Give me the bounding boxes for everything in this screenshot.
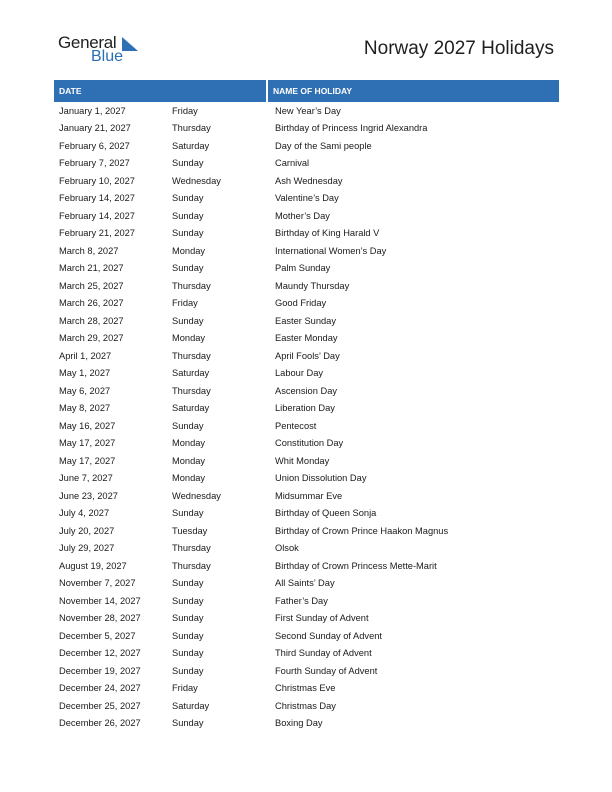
header-date: DATE [59, 86, 82, 96]
table-row [54, 365, 559, 383]
row-date: November 7, 2027 [59, 578, 136, 589]
row-weekday: Sunday [172, 595, 204, 606]
row-holiday-name: Easter Sunday [275, 315, 336, 326]
row-holiday-name: Union Dissolution Day [275, 473, 367, 484]
row-holiday-name: Father’s Day [275, 595, 328, 606]
row-weekday: Monday [172, 455, 206, 466]
table-row [54, 137, 559, 155]
row-date: February 6, 2027 [59, 140, 130, 151]
row-holiday-name: Fourth Sunday of Advent [275, 665, 378, 676]
logo-word-general: General [58, 33, 117, 52]
row-date: August 19, 2027 [59, 560, 127, 571]
table-row [54, 697, 559, 715]
row-date: May 8, 2027 [59, 403, 111, 414]
row-holiday-name: Good Friday [275, 298, 327, 309]
row-date: March 29, 2027 [59, 333, 124, 344]
table-row [54, 592, 559, 610]
table-body [54, 102, 559, 732]
row-weekday: Sunday [172, 665, 204, 676]
table-row [54, 715, 559, 733]
table-row [54, 242, 559, 260]
table-row [54, 207, 559, 225]
table-row [54, 662, 559, 680]
row-date: July 20, 2027 [59, 525, 115, 536]
row-weekday: Sunday [172, 158, 204, 169]
row-holiday-name: Third Sunday of Advent [275, 648, 372, 659]
table-row [54, 627, 559, 645]
table-row [54, 102, 559, 120]
row-weekday: Sunday [172, 228, 204, 239]
table-row [54, 347, 559, 365]
row-weekday: Friday [172, 683, 198, 694]
row-weekday: Thursday [172, 385, 211, 396]
row-holiday-name: Christmas Eve [275, 683, 336, 694]
row-holiday-name: Valentine’s Day [275, 193, 339, 204]
row-holiday-name: April Fools’ Day [275, 350, 340, 361]
row-holiday-name: Whit Monday [275, 455, 330, 466]
table-row [54, 522, 559, 540]
table-row [54, 400, 559, 418]
row-weekday: Monday [172, 438, 206, 449]
row-date: December 24, 2027 [59, 683, 141, 694]
row-holiday-name: Palm Sunday [275, 263, 331, 274]
table-row [54, 575, 559, 593]
row-holiday-name: Midsummar Eve [275, 490, 343, 501]
row-date: May 17, 2027 [59, 455, 116, 466]
row-holiday-name: Constitution Day [275, 438, 344, 449]
row-holiday-name: Pentecost [275, 420, 317, 431]
row-holiday-name: Ash Wednesday [275, 175, 343, 186]
row-holiday-name: Ascension Day [275, 385, 338, 396]
row-weekday: Tuesday [172, 525, 208, 536]
row-weekday: Thursday [172, 560, 211, 571]
row-weekday: Wednesday [172, 175, 221, 186]
table-header [54, 80, 559, 102]
row-holiday-name: Easter Monday [275, 333, 338, 344]
row-holiday-name: Liberation Day [275, 403, 335, 414]
row-holiday-name: Olsok [275, 543, 299, 554]
logo-word-blue: Blue [91, 48, 124, 65]
table-row [54, 382, 559, 400]
row-weekday: Thursday [172, 543, 211, 554]
page-title: Norway 2027 Holidays [363, 38, 554, 59]
row-date: March 21, 2027 [59, 263, 124, 274]
table-row [54, 557, 559, 575]
table-row [54, 540, 559, 558]
table-row [54, 610, 559, 628]
holiday-table [54, 80, 559, 732]
row-date: December 25, 2027 [59, 700, 141, 711]
row-weekday: Sunday [172, 613, 204, 624]
row-holiday-name: Boxing Day [275, 718, 323, 729]
row-weekday: Monday [172, 473, 206, 484]
table-row [54, 190, 559, 208]
row-holiday-name: Birthday of Crown Princess Mette-Marit [275, 560, 437, 571]
row-holiday-name: Maundy Thursday [275, 280, 350, 291]
table-row [54, 295, 559, 313]
row-date: December 5, 2027 [59, 630, 136, 641]
row-weekday: Thursday [172, 350, 211, 361]
row-weekday: Thursday [172, 280, 211, 291]
table-row [54, 155, 559, 173]
row-date: November 14, 2027 [59, 595, 141, 606]
row-date: May 6, 2027 [59, 385, 111, 396]
table-row [54, 225, 559, 243]
row-date: March 26, 2027 [59, 298, 124, 309]
row-weekday: Sunday [172, 210, 204, 221]
table-row [54, 277, 559, 295]
row-date: July 4, 2027 [59, 508, 110, 519]
table-row [54, 645, 559, 663]
row-weekday: Friday [172, 105, 198, 116]
row-date: February 14, 2027 [59, 193, 135, 204]
table-row [54, 505, 559, 523]
row-date: February 21, 2027 [59, 228, 135, 239]
table-row [54, 120, 559, 138]
table-row [54, 470, 559, 488]
row-date: June 7, 2027 [59, 473, 113, 484]
row-weekday: Sunday [172, 508, 204, 519]
row-holiday-name: Day of the Sami people [275, 140, 372, 151]
row-holiday-name: Birthday of Queen Sonja [275, 508, 377, 519]
row-weekday: Sunday [172, 263, 204, 274]
row-weekday: Thursday [172, 123, 211, 134]
table-row [54, 260, 559, 278]
table-row [54, 330, 559, 348]
table-row [54, 487, 559, 505]
table-row [54, 417, 559, 435]
row-date: March 25, 2027 [59, 280, 124, 291]
row-date: May 17, 2027 [59, 438, 116, 449]
row-date: November 28, 2027 [59, 613, 141, 624]
row-date: January 21, 2027 [59, 123, 131, 134]
table-row [54, 435, 559, 453]
row-date: March 28, 2027 [59, 315, 124, 326]
row-holiday-name: First Sunday of Advent [275, 613, 369, 624]
row-holiday-name: Birthday of King Harald V [275, 228, 380, 239]
row-weekday: Saturday [172, 403, 210, 414]
row-holiday-name: Second Sunday of Advent [275, 630, 382, 641]
row-weekday: Saturday [172, 700, 210, 711]
row-holiday-name: All Saints’ Day [275, 578, 335, 589]
row-holiday-name: Carnival [275, 158, 310, 169]
row-holiday-name: New Year’s Day [275, 105, 341, 116]
row-date: April 1, 2027 [59, 350, 112, 361]
row-weekday: Sunday [172, 630, 204, 641]
row-holiday-name: Labour Day [275, 368, 324, 379]
row-holiday-name: Mother’s Day [275, 210, 330, 221]
row-weekday: Sunday [172, 718, 204, 729]
row-date: January 1, 2027 [59, 105, 126, 116]
row-holiday-name: Birthday of Princess Ingrid Alexandra [275, 123, 428, 134]
row-holiday-name: Christmas Day [275, 700, 336, 711]
row-date: December 12, 2027 [59, 648, 141, 659]
row-weekday: Saturday [172, 368, 210, 379]
row-date: July 29, 2027 [59, 543, 115, 554]
row-date: May 16, 2027 [59, 420, 116, 431]
row-date: December 26, 2027 [59, 718, 141, 729]
row-holiday-name: International Women’s Day [275, 245, 387, 256]
table-row [54, 680, 559, 698]
header-holiday-name: NAME OF HOLIDAY [273, 86, 353, 96]
row-date: June 23, 2027 [59, 490, 118, 501]
row-weekday: Monday [172, 245, 206, 256]
row-date: May 1, 2027 [59, 368, 111, 379]
row-date: February 14, 2027 [59, 210, 135, 221]
row-weekday: Sunday [172, 648, 204, 659]
row-date: March 8, 2027 [59, 245, 119, 256]
row-date: December 19, 2027 [59, 665, 141, 676]
row-weekday: Wednesday [172, 490, 221, 501]
row-weekday: Sunday [172, 315, 204, 326]
brand-logo [58, 33, 158, 69]
row-weekday: Sunday [172, 193, 204, 204]
row-holiday-name: Birthday of Crown Prince Haakon Magnus [275, 525, 449, 536]
table-row [54, 172, 559, 190]
row-weekday: Monday [172, 333, 206, 344]
row-weekday: Sunday [172, 420, 204, 431]
row-weekday: Saturday [172, 140, 210, 151]
row-weekday: Friday [172, 298, 198, 309]
table-row [54, 452, 559, 470]
table-row [54, 312, 559, 330]
row-date: February 7, 2027 [59, 158, 130, 169]
row-date: February 10, 2027 [59, 175, 135, 186]
row-weekday: Sunday [172, 578, 204, 589]
